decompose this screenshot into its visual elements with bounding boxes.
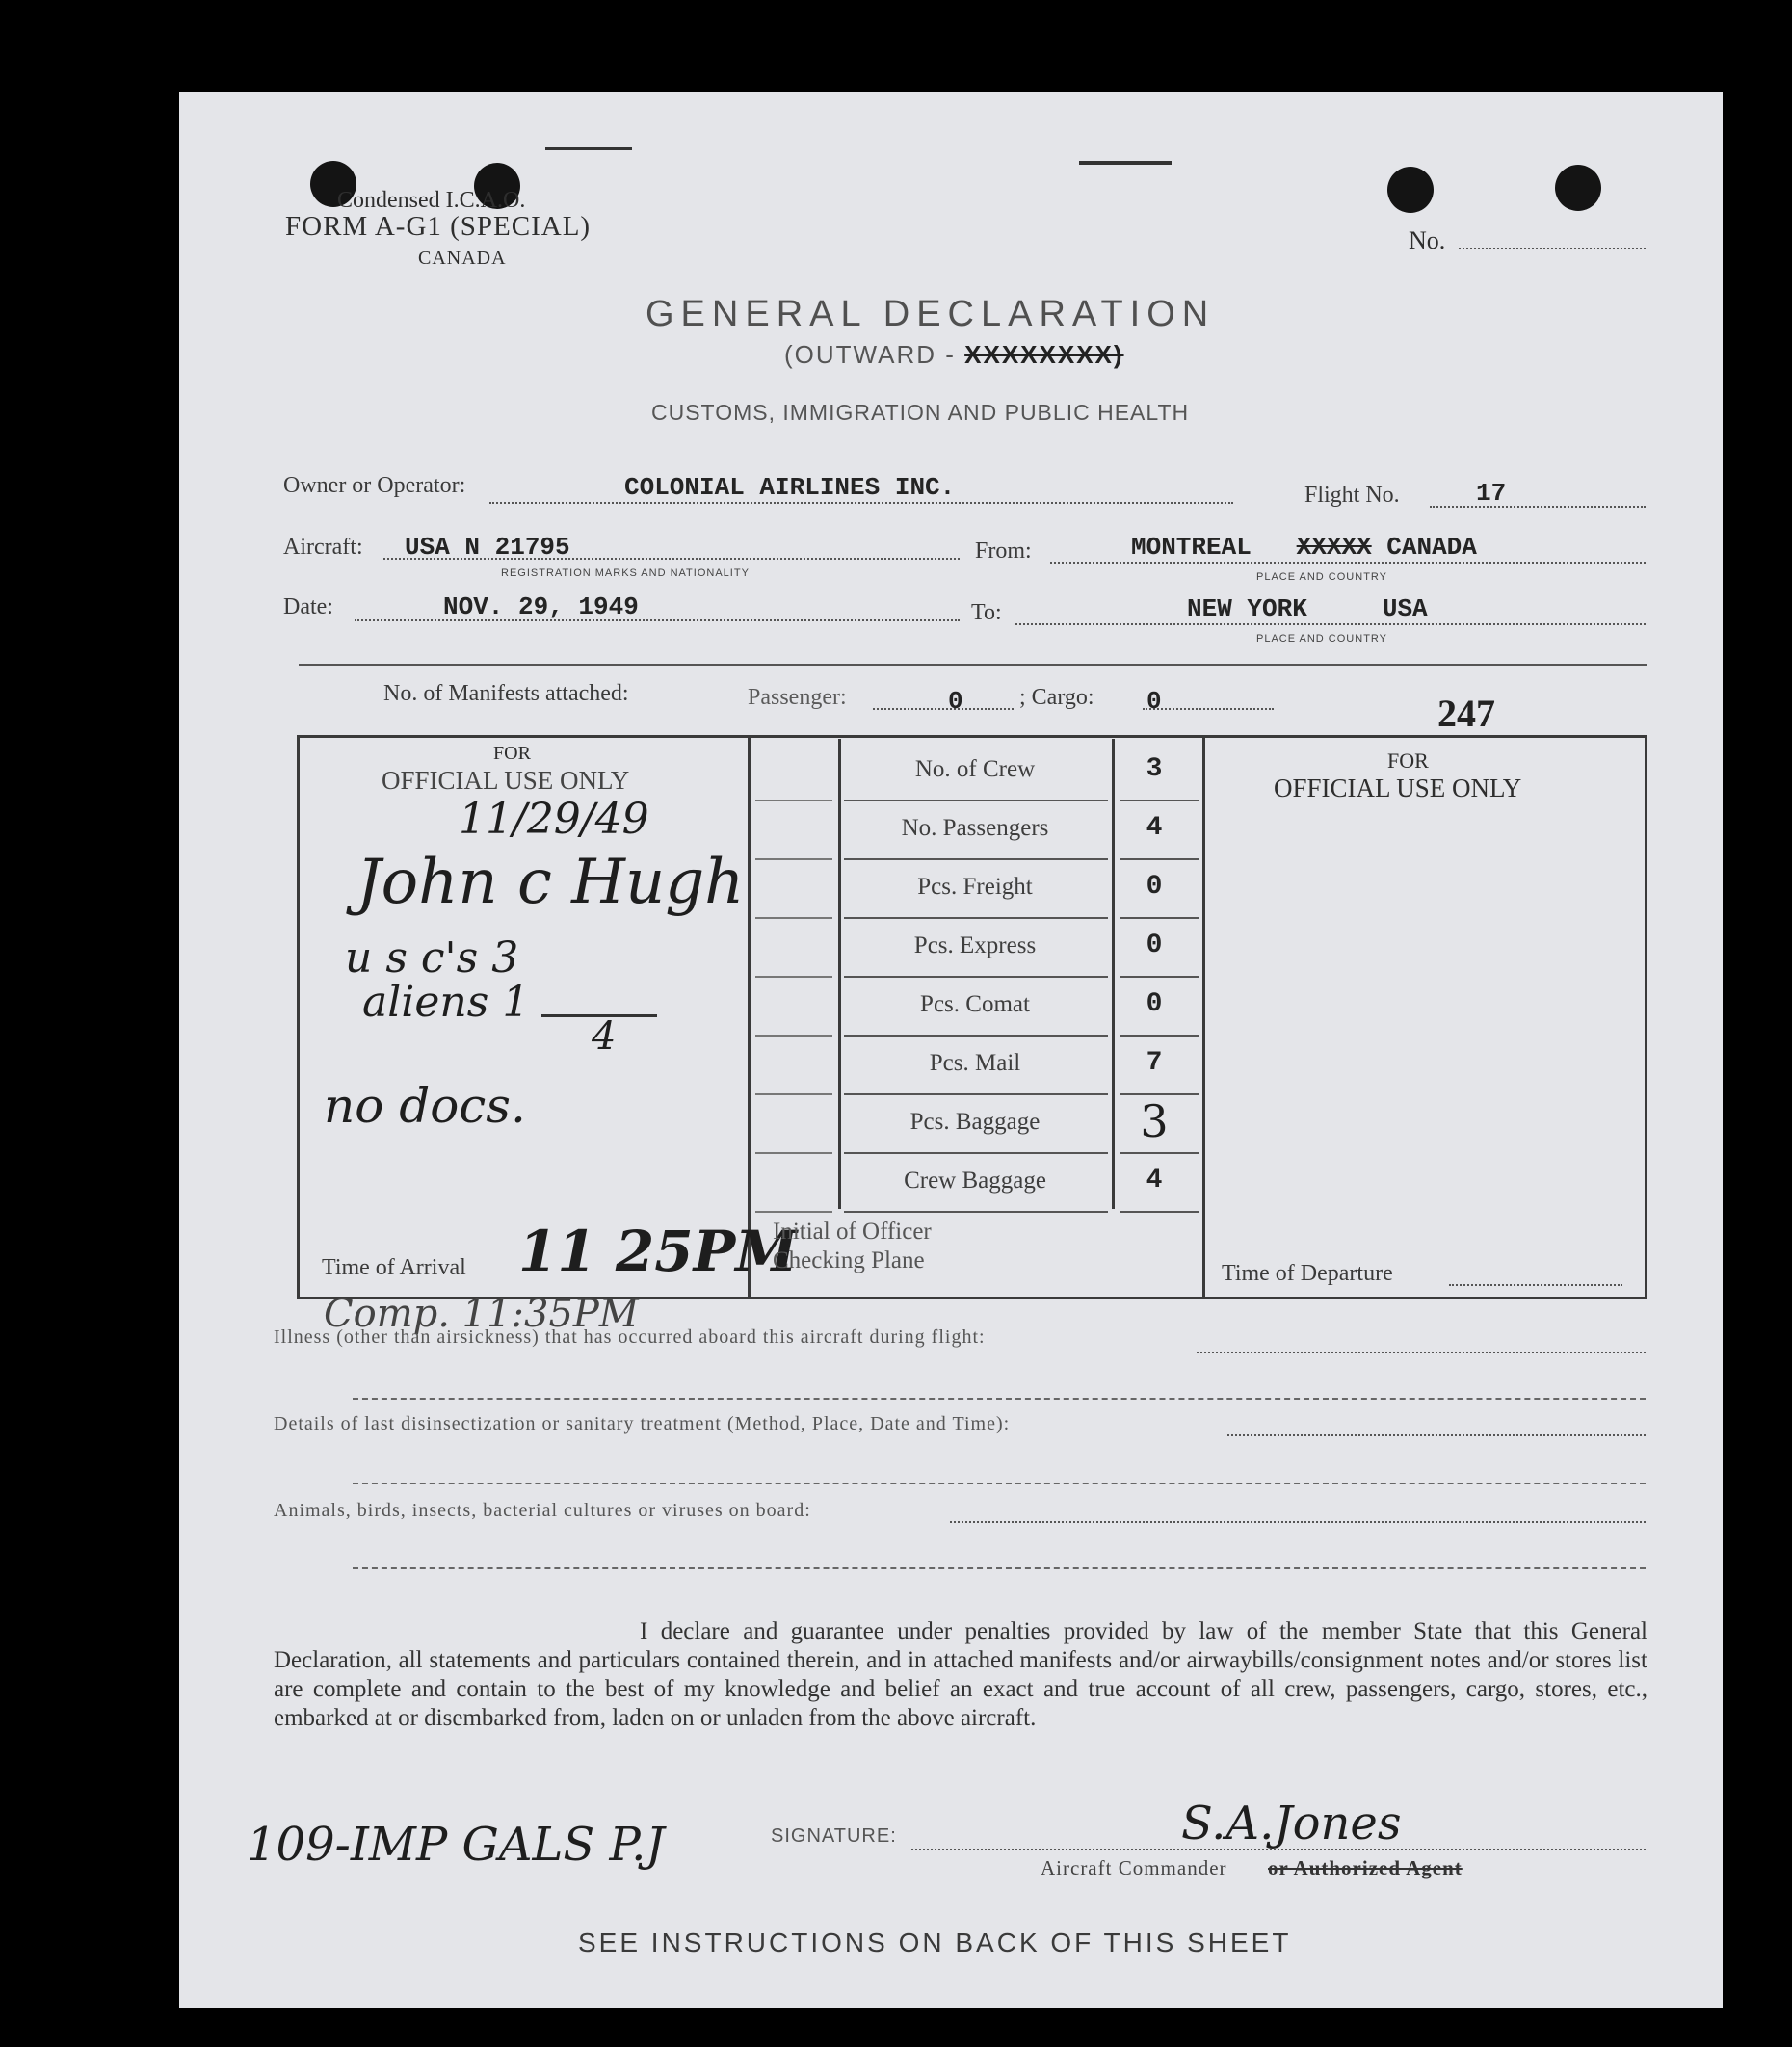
- owner-line: [489, 502, 1233, 504]
- form-condensed-line: Condensed I.C.A.O.: [337, 188, 526, 213]
- animals-question: Animals, birds, insects, bacterial cultures or viruses on board:: [274, 1500, 811, 1521]
- aircraft-caption: REGISTRATION MARKS AND NATIONALITY: [501, 567, 750, 579]
- initial-row-rule: [755, 1152, 832, 1154]
- illness-line-2: [353, 1398, 1646, 1400]
- official-left-for: FOR: [493, 743, 531, 764]
- count-value: 7: [1146, 1048, 1163, 1078]
- count-row-rule: [844, 1211, 1108, 1213]
- animals-line-2: [353, 1567, 1646, 1569]
- stamp-number: 247: [1437, 692, 1495, 735]
- signature-label: SIGNATURE:: [771, 1825, 897, 1847]
- aircraft-label: Aircraft:: [283, 535, 363, 560]
- count-value: 0: [1146, 989, 1163, 1019]
- punch-hole: [1555, 165, 1601, 211]
- hand-uscs: u s c's 3: [345, 933, 519, 983]
- arrival-value: 11 25PM: [518, 1219, 798, 1284]
- table-divider: [838, 739, 841, 1209]
- to-line: [1015, 623, 1646, 625]
- count-row-rule: [1120, 800, 1199, 801]
- count-label: No. Passengers: [901, 815, 1049, 841]
- count-label: No. of Crew: [914, 756, 1036, 782]
- initial-row-rule: [755, 1035, 832, 1037]
- flight-line: [1430, 506, 1646, 508]
- title-outward: (OUTWARD -: [784, 340, 956, 369]
- count-label: Pcs. Mail: [929, 1050, 1021, 1076]
- title-struck-word: XXXXXXXX): [964, 340, 1124, 369]
- flight-value: 17: [1476, 479, 1507, 508]
- date-value: NOV. 29, 1949: [443, 592, 639, 621]
- initial-officer-line2: Checking Plane: [773, 1247, 925, 1273]
- count-row-rule: [844, 800, 1108, 801]
- declaration-text: I declare and guarantee under penalties provided by law of the member State that this General Declaration, all statements and particulars contained therein, and in attached manifests and/or airwaybills/consignment notes and/or stores list are complete and contain to the best of my knowledge and belief an exact and true account of all crew, passengers, cargo, stores, etc., embarked at or disembarked from, laden on or unladen from the above aircraft.: [274, 1618, 1647, 1731]
- hand-reference: 109-IMP GALS P.J: [247, 1818, 665, 1872]
- form-country: CANADA: [418, 248, 507, 269]
- count-row-rule: [844, 917, 1108, 919]
- initial-row-rule: [755, 1211, 832, 1213]
- hand-officer-name: John c Hugh: [356, 847, 745, 918]
- cargo-manifest-label: ; Cargo:: [1019, 685, 1094, 710]
- to-city: NEW YORK: [1187, 594, 1307, 623]
- title-subtitle: [784, 340, 1124, 370]
- official-right-heading: OFFICIAL USE ONLY: [1274, 774, 1522, 802]
- disinsect-line: [1227, 1434, 1646, 1436]
- aircraft-value: USA N 21795: [405, 533, 570, 562]
- count-label: Pcs. Comat: [920, 991, 1030, 1017]
- arrival-label: Time of Arrival: [322, 1255, 466, 1280]
- passenger-manifest-value: 0: [948, 687, 963, 716]
- date-label: Date:: [283, 594, 333, 619]
- title-agencies: CUSTOMS, IMMIGRATION AND PUBLIC HEALTH: [651, 400, 1190, 425]
- from-value: [1131, 533, 1477, 562]
- initial-row-rule: [755, 858, 832, 860]
- disinsect-question: Details of last disinsectization or sanitary treatment (Method, Place, Date and Time):: [274, 1413, 1011, 1434]
- cargo-manifest-value: 0: [1146, 687, 1162, 716]
- manifests-label: No. of Manifests attached:: [383, 681, 629, 706]
- pen-mark: [545, 147, 632, 150]
- pen-mark: [1079, 161, 1172, 165]
- count-value: 4: [1146, 813, 1163, 843]
- disinsect-line-2: [353, 1483, 1646, 1484]
- form-id: FORM A-G1 (SPECIAL): [285, 211, 592, 242]
- count-value: 0: [1146, 872, 1163, 902]
- form-number-label: No.: [1409, 226, 1446, 254]
- count-value: 3: [1146, 754, 1163, 784]
- header-divider: [299, 664, 1647, 666]
- page-title: GENERAL DECLARATION: [646, 294, 1216, 334]
- initial-officer-line1: Initial of Officer: [773, 1219, 932, 1245]
- count-row-rule: [844, 1035, 1108, 1037]
- hand-no-docs: no docs.: [324, 1078, 526, 1134]
- count-row-rule: [844, 1093, 1108, 1095]
- agent-struck: or Authorized Agent: [1268, 1856, 1463, 1879]
- initial-row-rule: [755, 1093, 832, 1095]
- table-divider: [748, 735, 751, 1297]
- table-divider: [1202, 735, 1205, 1297]
- flight-label: Flight No.: [1304, 483, 1400, 508]
- table-divider: [1112, 739, 1115, 1209]
- count-label: Pcs. Express: [913, 932, 1037, 958]
- official-left-heading: OFFICIAL USE ONLY: [382, 766, 630, 795]
- from-line: [1050, 562, 1646, 564]
- count-row-rule: [844, 1152, 1108, 1154]
- count-value: 4: [1146, 1166, 1163, 1195]
- from-country: CANADA: [1386, 533, 1477, 562]
- count-row-rule: [1120, 976, 1199, 978]
- hand-aliens: aliens 1: [362, 978, 530, 1027]
- count-label: Crew Baggage: [904, 1168, 1046, 1194]
- from-label: From:: [975, 538, 1032, 564]
- count-row-rule: [1120, 1211, 1199, 1213]
- initial-row-rule: [755, 800, 832, 801]
- punch-hole: [1387, 167, 1434, 213]
- official-right-for: FOR: [1387, 748, 1429, 773]
- owner-label: Owner or Operator:: [283, 473, 466, 498]
- illness-question: Illness (other than airsickness) that has occurred aboard this aircraft during flight:: [274, 1326, 986, 1348]
- count-value: 3: [1140, 1095, 1169, 1147]
- hand-comp-note: Comp. 11:35PM: [324, 1292, 639, 1336]
- count-row-rule: [844, 858, 1108, 860]
- footer-instructions: SEE INSTRUCTIONS ON BACK OF THIS SHEET: [578, 1928, 1292, 1957]
- to-label: To:: [971, 600, 1002, 625]
- animals-line: [950, 1521, 1646, 1523]
- count-row-rule: [1120, 1152, 1199, 1154]
- from-city: MONTREAL: [1131, 533, 1252, 562]
- to-caption: PLACE AND COUNTRY: [1256, 633, 1387, 644]
- count-value: 0: [1146, 931, 1163, 960]
- to-value: [1187, 594, 1428, 623]
- hand-total: 4: [592, 1014, 617, 1059]
- count-row-rule: [1120, 917, 1199, 919]
- form-sheet: [179, 92, 1723, 2008]
- count-row-rule: [1120, 858, 1199, 860]
- departure-line: [1449, 1284, 1622, 1286]
- departure-label: Time of Departure: [1222, 1261, 1393, 1286]
- hand-date: 11/29/49: [459, 795, 649, 844]
- count-row-rule: [1120, 1035, 1199, 1037]
- passenger-manifest-label: Passenger:: [748, 685, 847, 710]
- from-caption: PLACE AND COUNTRY: [1256, 571, 1387, 583]
- owner-value: COLONIAL AIRLINES INC.: [624, 473, 956, 502]
- initial-row-rule: [755, 917, 832, 919]
- initial-row-rule: [755, 976, 832, 978]
- form-number-line: [1459, 248, 1646, 249]
- from-struck: XXXXX: [1296, 533, 1372, 562]
- illness-line: [1197, 1352, 1646, 1353]
- count-label: Pcs. Freight: [917, 874, 1033, 900]
- signature-hand: S.A.Jones: [1181, 1797, 1402, 1850]
- count-label: Pcs. Baggage: [909, 1109, 1041, 1135]
- commander-label: Aircraft Commander: [1041, 1856, 1227, 1879]
- cargo-manifest-line: [1143, 708, 1274, 710]
- passenger-manifest-line: [873, 708, 1014, 710]
- count-row-rule: [844, 976, 1108, 978]
- to-country: USA: [1382, 594, 1428, 623]
